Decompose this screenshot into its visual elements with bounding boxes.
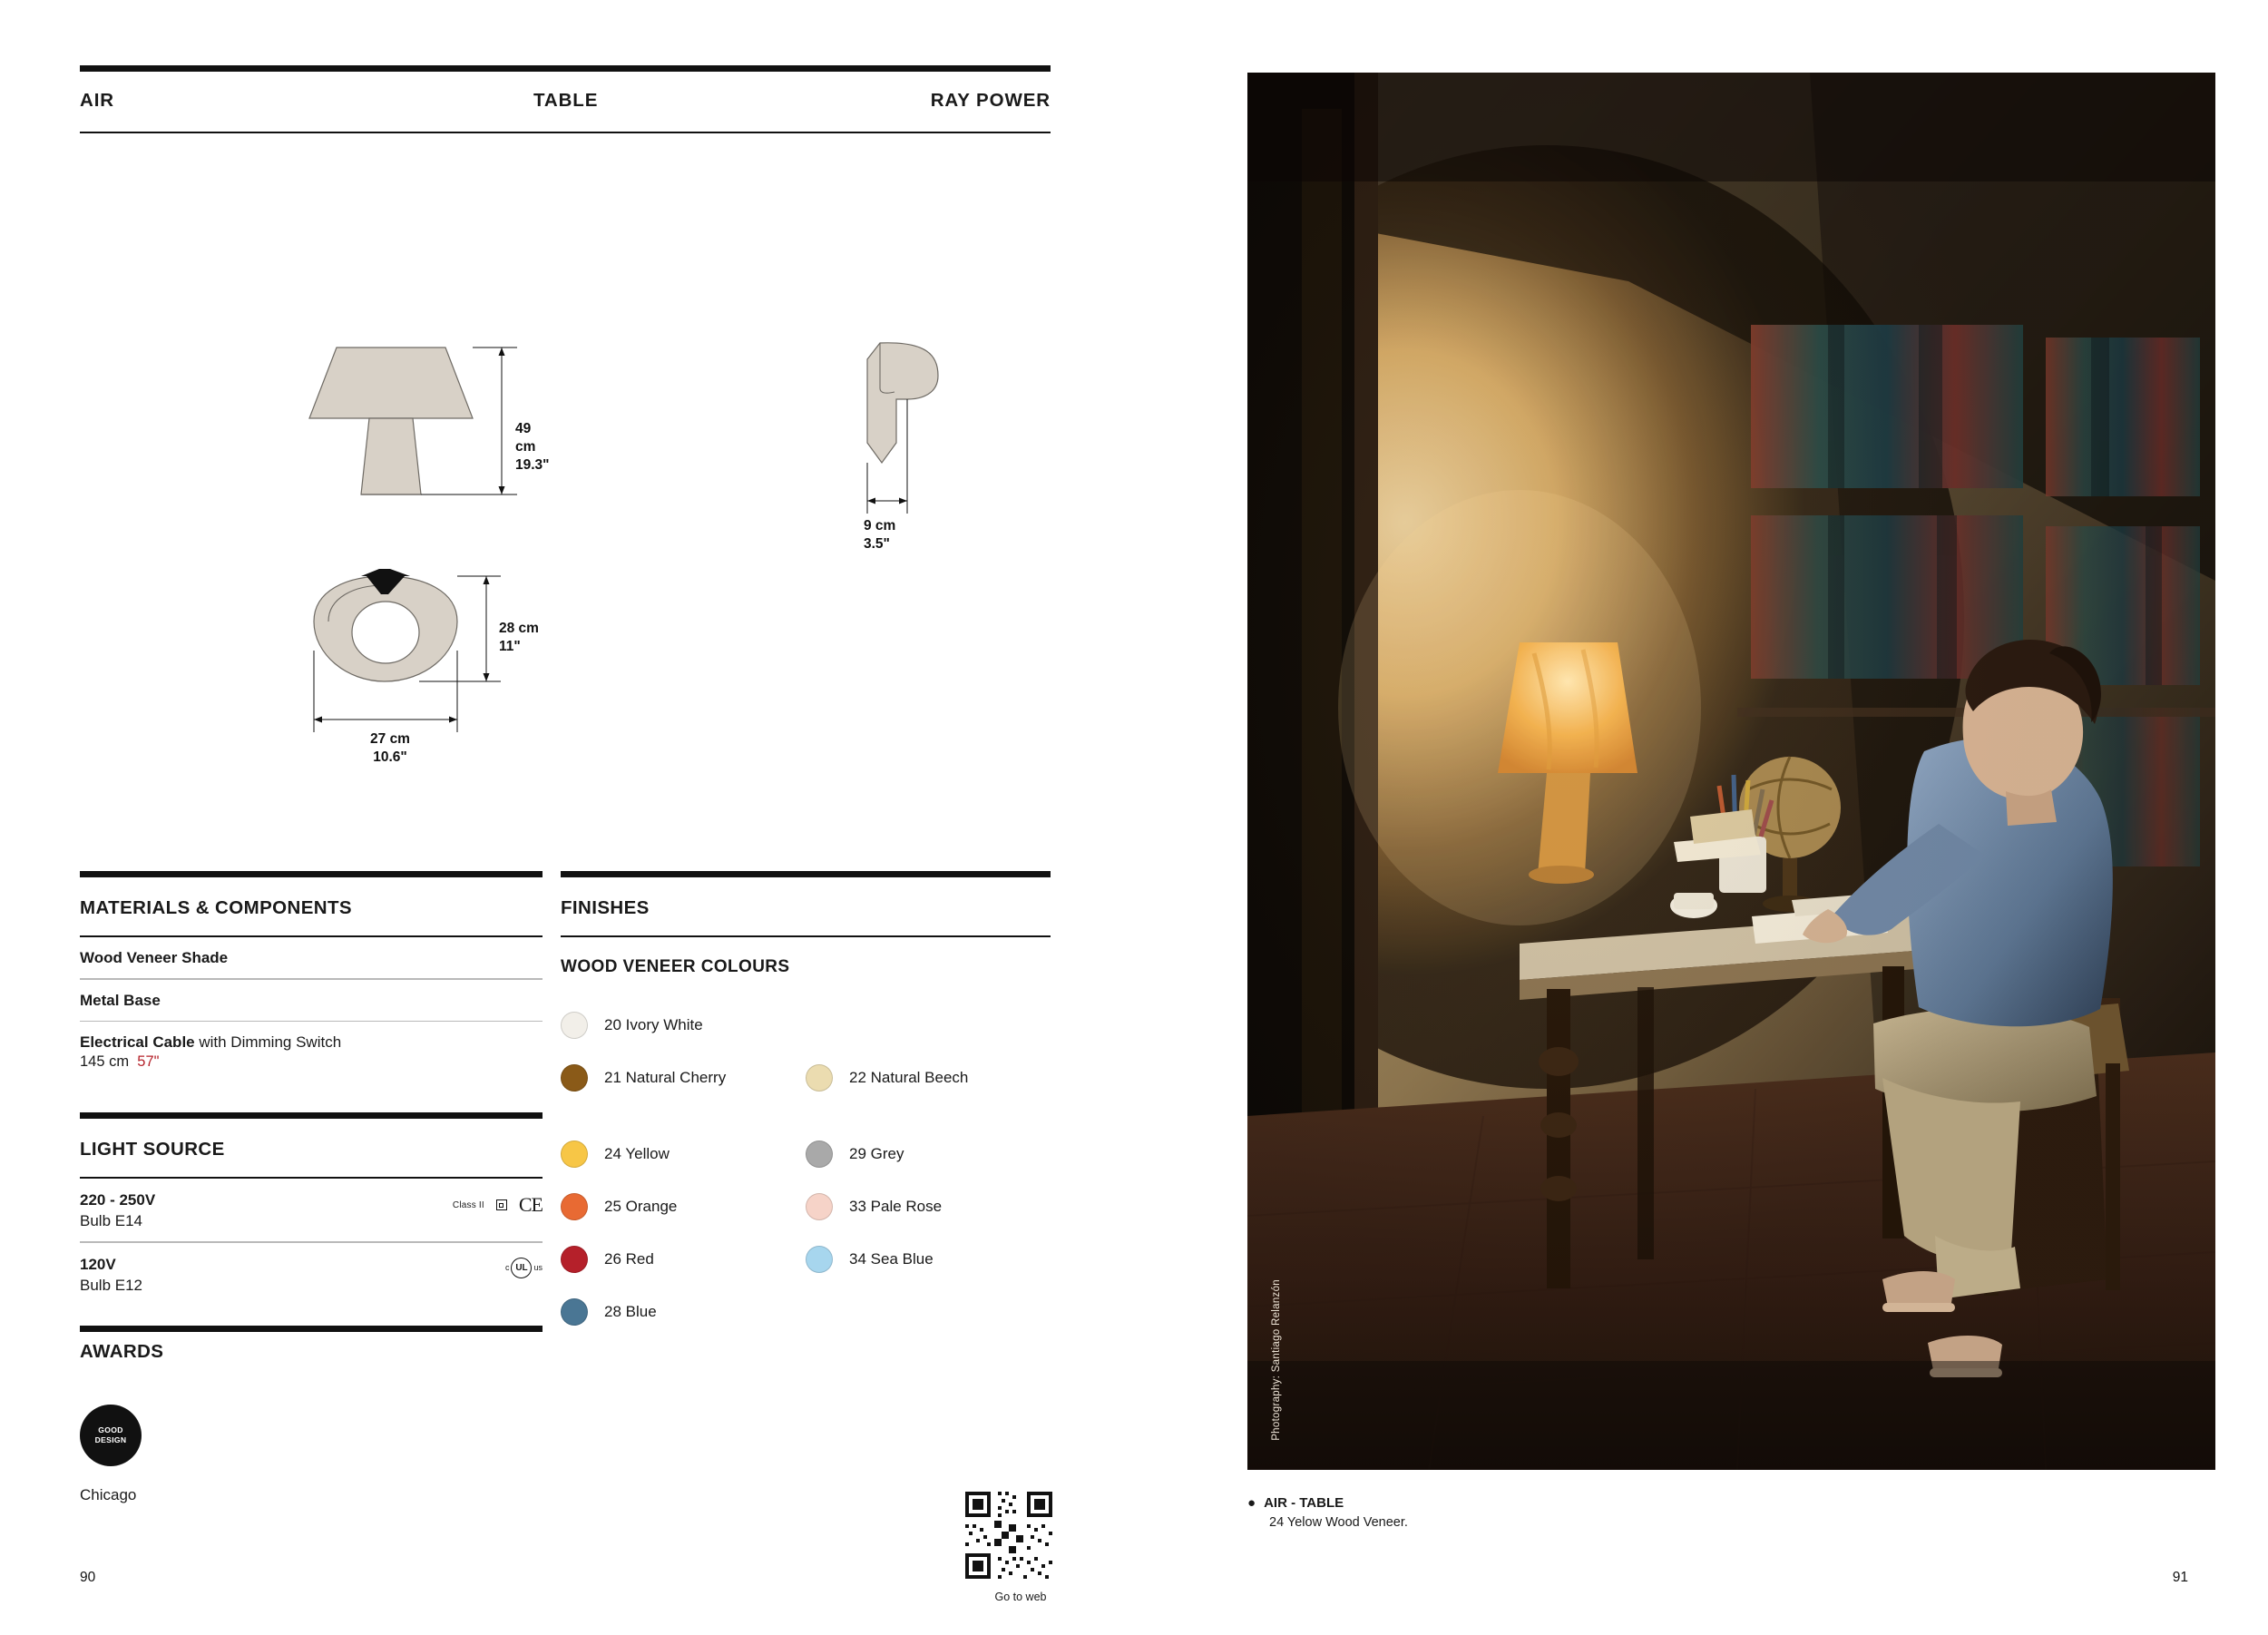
award-badge-line2: DESIGN <box>94 1435 127 1444</box>
cable-length: 145 cm 57" <box>80 1053 160 1070</box>
front-height-dimension: 49 cm 19.3" <box>515 421 550 473</box>
material-name: Electrical Cable <box>80 1033 195 1051</box>
ul-listed-icon: c UL us <box>505 1258 543 1278</box>
swatch-label: 21 Natural Cherry <box>604 1069 727 1086</box>
wood-veneer-colours-subtitle: WOOD VENEER COLOURS <box>561 957 790 976</box>
photo-caption <box>1247 1495 1792 1530</box>
swatch-item[interactable] <box>561 1298 851 1326</box>
page-number-left: 90 <box>80 1570 96 1585</box>
swatch-label: 22 Natural Beech <box>849 1069 969 1086</box>
class-ii-icon <box>496 1199 507 1210</box>
swatch-grid <box>561 999 1051 1338</box>
swatch-row <box>561 1286 1051 1338</box>
product-type-label: TABLE <box>533 90 599 111</box>
ce-mark-icon: CE <box>518 1193 543 1216</box>
photo-credit: Photography: Santiago Relanzón <box>1271 1279 1282 1441</box>
swatch-label: 29 Grey <box>849 1145 904 1162</box>
top-view-drawing <box>252 567 561 776</box>
technical-drawings <box>80 299 1078 808</box>
front-elevation-drawing <box>252 340 552 549</box>
bulb-label: Bulb E14 <box>80 1212 142 1229</box>
material-row <box>80 937 543 978</box>
swatch-row <box>561 1052 1051 1104</box>
qr-code-icon[interactable] <box>962 1488 1056 1582</box>
voltage-label: 220 - 250V <box>80 1191 156 1209</box>
product-family-label: AIR <box>80 90 115 111</box>
caption-title-row <box>1247 1495 1792 1511</box>
material-name: Metal Base <box>80 991 161 1009</box>
light-source-entry-120v <box>80 1243 543 1306</box>
swatch-colour-icon <box>561 1246 588 1273</box>
swatch-label: 25 Orange <box>604 1198 678 1215</box>
finishes-title: FINISHES <box>561 897 650 918</box>
finishes-top-rule <box>561 871 1051 877</box>
swatch-item[interactable] <box>806 1246 1051 1273</box>
spec-columns <box>80 871 1051 1338</box>
swatch-colour-icon <box>806 1064 833 1092</box>
header-bottom-rule <box>80 132 1051 133</box>
light-source-title: LIGHT SOURCE <box>80 1139 225 1160</box>
finishes-column <box>561 871 1051 1338</box>
bulb-label: Bulb E12 <box>80 1276 142 1294</box>
qr-code-block[interactable] <box>962 1488 1080 1603</box>
light-source-bottom-rule <box>80 1326 543 1332</box>
lifestyle-photograph <box>1247 73 2215 1470</box>
swatch-item[interactable] <box>561 1064 806 1092</box>
page-number-right: 91 <box>2172 1570 2188 1585</box>
certification-marks-class2 <box>453 1193 543 1217</box>
swatch-item[interactable] <box>561 1246 806 1273</box>
caption-detail: 24 Yelow Wood Veneer. <box>1269 1515 1408 1530</box>
swatch-item[interactable] <box>561 1012 851 1039</box>
good-design-award-badge <box>80 1405 142 1466</box>
materials-top-rule <box>80 871 543 877</box>
header-top-rule <box>80 65 1051 72</box>
swatch-colour-icon <box>806 1246 833 1273</box>
side-section-drawing <box>851 336 1060 563</box>
material-row: Electrical Cable with Dimming Switch 145 cm 57" <box>80 1022 543 1082</box>
swatch-colour-icon <box>806 1141 833 1168</box>
awards-section <box>80 1341 561 1504</box>
swatch-colour-icon <box>806 1193 833 1220</box>
class-ii-label: Class II <box>452 1199 484 1210</box>
light-source-top-rule <box>80 1112 543 1119</box>
awards-title: AWARDS <box>80 1341 164 1362</box>
swatch-label: 26 Red <box>604 1250 654 1268</box>
swatch-label: 20 Ivory White <box>604 1016 703 1033</box>
swatch-row <box>561 1128 1051 1180</box>
brand-label: RAY POWER <box>930 90 1051 111</box>
certification-marks-ul <box>505 1258 543 1278</box>
award-city-label: Chicago <box>80 1486 137 1503</box>
light-source-entry-220v <box>80 1179 543 1241</box>
swatch-item[interactable] <box>806 1064 1051 1092</box>
page-header <box>80 65 1051 133</box>
swatch-row <box>561 999 1051 1052</box>
swatch-item[interactable] <box>561 1141 806 1168</box>
swatch-label: 28 Blue <box>604 1303 657 1320</box>
right-page <box>1229 0 2268 1635</box>
top-width-dimension: 27 cm 10.6" <box>370 731 410 765</box>
materials-column <box>80 871 543 1338</box>
materials-title: MATERIALS & COMPONENTS <box>80 897 352 918</box>
swatch-item[interactable] <box>561 1193 806 1220</box>
swatch-colour-icon <box>561 1193 588 1220</box>
award-badge-line1: GOOD <box>98 1425 123 1435</box>
swatch-label: 24 Yellow <box>604 1145 670 1162</box>
qr-caption: Go to web <box>994 1591 1047 1603</box>
swatch-colour-icon <box>561 1141 588 1168</box>
swatch-row <box>561 1233 1051 1286</box>
material-name: Wood Veneer Shade <box>80 949 229 966</box>
swatch-label: 34 Sea Blue <box>849 1250 934 1268</box>
swatch-row <box>561 1180 1051 1233</box>
swatch-colour-icon <box>561 1064 588 1092</box>
bullet-icon: ● <box>1247 1495 1256 1511</box>
photo-illustration <box>1247 73 2215 1470</box>
side-width-dimension: 9 cm 3.5" <box>864 518 896 552</box>
swatch-label: 33 Pale Rose <box>849 1198 943 1215</box>
swatch-item[interactable] <box>806 1193 1051 1220</box>
swatch-colour-icon <box>561 1298 588 1326</box>
header-labels <box>80 72 1051 132</box>
swatch-item[interactable] <box>806 1141 1051 1168</box>
material-row <box>80 980 543 1021</box>
swatch-colour-icon <box>561 1012 588 1039</box>
top-depth-dimension: 28 cm 11" <box>499 621 539 654</box>
caption-title: AIR - TABLE <box>1264 1495 1344 1511</box>
voltage-label: 120V <box>80 1255 116 1273</box>
swatch-group-gap <box>561 1104 1051 1128</box>
